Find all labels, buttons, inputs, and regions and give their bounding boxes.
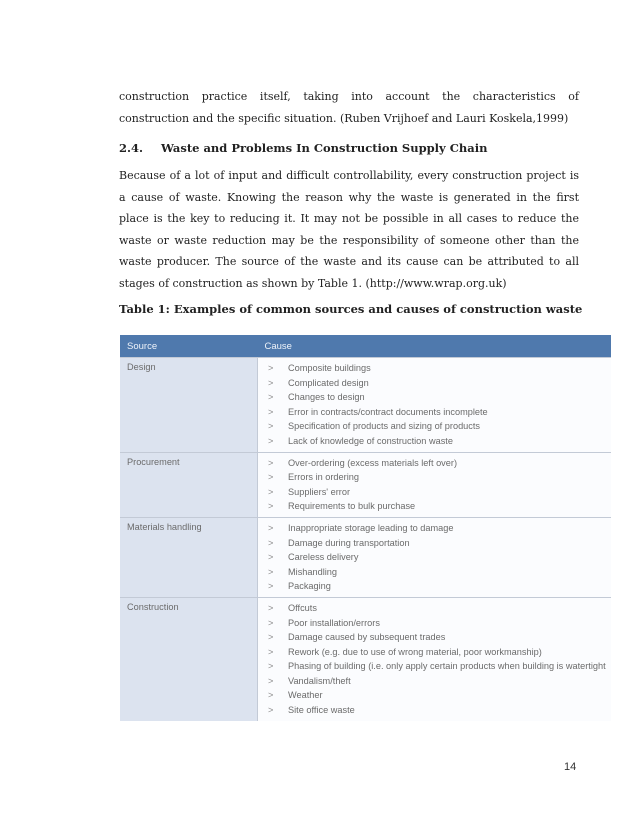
cause-item <box>268 419 611 434</box>
cause-text: Offcuts <box>288 602 317 613</box>
bullet-arrow-icon: > <box>268 435 274 446</box>
cause-cell <box>258 597 612 720</box>
page-number: 14 <box>564 761 577 773</box>
bullet-arrow-icon: > <box>268 581 274 592</box>
cause-text: Damage during transportation <box>288 537 410 548</box>
cause-text: Errors in ordering <box>288 472 359 483</box>
cause-item <box>268 703 611 718</box>
cause-text: Suppliers' error <box>288 486 351 497</box>
cause-text: Phasing of building (i.e. only apply certain products when building is watertight <box>288 661 606 672</box>
cause-item <box>268 434 611 449</box>
cause-text: Poor installation/errors <box>288 617 380 628</box>
bullet-arrow-icon: > <box>268 602 274 613</box>
bullet-arrow-icon: > <box>268 552 274 563</box>
bullet-arrow-icon: > <box>268 377 274 388</box>
cause-text: Requirements to bulk purchase <box>288 501 416 512</box>
section-heading <box>119 141 487 155</box>
cause-item <box>268 521 611 536</box>
intro-paragraph: construction practice itself, taking into account the characteristics of construction and the specific situation. (Ruben Vrijhoef and Lauri Koskela,1999) <box>119 90 579 125</box>
cause-cell <box>258 358 612 453</box>
cause-text: Packaging <box>288 581 331 592</box>
main-paragraph: Because of a lot of input and difficult controllability, every construction project is a cause of waste. Knowing the reason why the waste is generated in the first place is the key to reducing it. It may not be possible in all cases to reduce the waste or waste reduction may be the responsibility of someone other than the waste producer. The source of the waste and its cause can be attributed to all stages of construction as shown by Table 1. (http://www.wrap.org.uk) <box>119 169 579 290</box>
bullet-arrow-icon: > <box>268 501 274 512</box>
cause-item <box>268 470 611 485</box>
table-title: Table 1: Examples of common sources and causes of construction waste <box>119 302 583 316</box>
cause-item <box>268 674 611 689</box>
cause-item <box>268 361 611 376</box>
cause-item <box>268 645 611 660</box>
cause-item <box>268 499 611 514</box>
source-cell: Materials handling <box>120 517 258 597</box>
cause-cell <box>258 517 612 597</box>
cause-text: Rework (e.g. due to use of wrong material, poor workmanship) <box>288 646 542 657</box>
table-header-row <box>120 335 611 358</box>
cause-item <box>268 390 611 405</box>
bullet-arrow-icon: > <box>268 661 274 672</box>
bullet-arrow-icon: > <box>268 486 274 497</box>
cause-text: Complicated design <box>288 377 369 388</box>
bullet-arrow-icon: > <box>268 522 274 533</box>
bullet-arrow-icon: > <box>268 472 274 483</box>
cause-item <box>268 688 611 703</box>
cause-item <box>268 616 611 631</box>
cause-item <box>268 601 611 616</box>
bullet-arrow-icon: > <box>268 421 274 432</box>
bullet-arrow-icon: > <box>268 646 274 657</box>
cause-item <box>268 630 611 645</box>
section-title: Waste and Problems In Construction Supply Chain <box>161 141 488 155</box>
cause-item <box>268 659 611 674</box>
table-row <box>120 597 611 720</box>
cause-cell <box>258 452 612 517</box>
cause-item <box>268 579 611 594</box>
bullet-arrow-icon: > <box>268 406 274 417</box>
cause-text: Inappropriate storage leading to damage <box>288 522 454 533</box>
cause-text: Changes to design <box>288 392 365 403</box>
cause-text: Over-ordering (excess materials left over) <box>288 457 457 468</box>
table-row <box>120 517 611 597</box>
bullet-arrow-icon: > <box>268 363 274 373</box>
bullet-arrow-icon: > <box>268 537 274 548</box>
cause-text: Specification of products and sizing of products <box>288 421 481 432</box>
table-row <box>120 452 611 517</box>
cause-item <box>268 536 611 551</box>
waste-sources-table <box>120 335 611 721</box>
cause-item <box>268 456 611 471</box>
cause-text: Error in contracts/contract documents incomplete <box>288 406 488 417</box>
cause-item <box>268 485 611 500</box>
cause-text: Site office waste <box>288 705 355 716</box>
bullet-arrow-icon: > <box>268 690 274 701</box>
section-number: 2.4. <box>119 141 144 155</box>
cause-text: Lack of knowledge of construction waste <box>288 435 453 446</box>
cause-item <box>268 405 611 420</box>
source-cell: Procurement <box>120 452 258 517</box>
cause-text: Careless delivery <box>288 552 359 563</box>
bullet-arrow-icon: > <box>268 705 274 716</box>
source-cell: Construction <box>120 597 258 720</box>
table-row <box>120 358 611 453</box>
cause-text: Composite buildings <box>288 363 371 373</box>
bullet-arrow-icon: > <box>268 617 274 628</box>
bullet-arrow-icon: > <box>268 632 274 643</box>
bullet-arrow-icon: > <box>268 675 274 686</box>
source-cell: Design <box>120 358 258 453</box>
header-cause: Cause <box>258 335 612 358</box>
cause-text: Damage caused by subsequent trades <box>288 632 446 643</box>
cause-item <box>268 376 611 391</box>
bullet-arrow-icon: > <box>268 392 274 403</box>
cause-text: Weather <box>288 690 323 701</box>
cause-text: Mishandling <box>288 566 338 577</box>
cause-item <box>268 550 611 565</box>
bullet-arrow-icon: > <box>268 566 274 577</box>
bullet-arrow-icon: > <box>268 457 274 468</box>
cause-text: Vandalism/theft <box>288 675 351 686</box>
header-source: Source <box>120 335 258 358</box>
cause-item <box>268 565 611 580</box>
